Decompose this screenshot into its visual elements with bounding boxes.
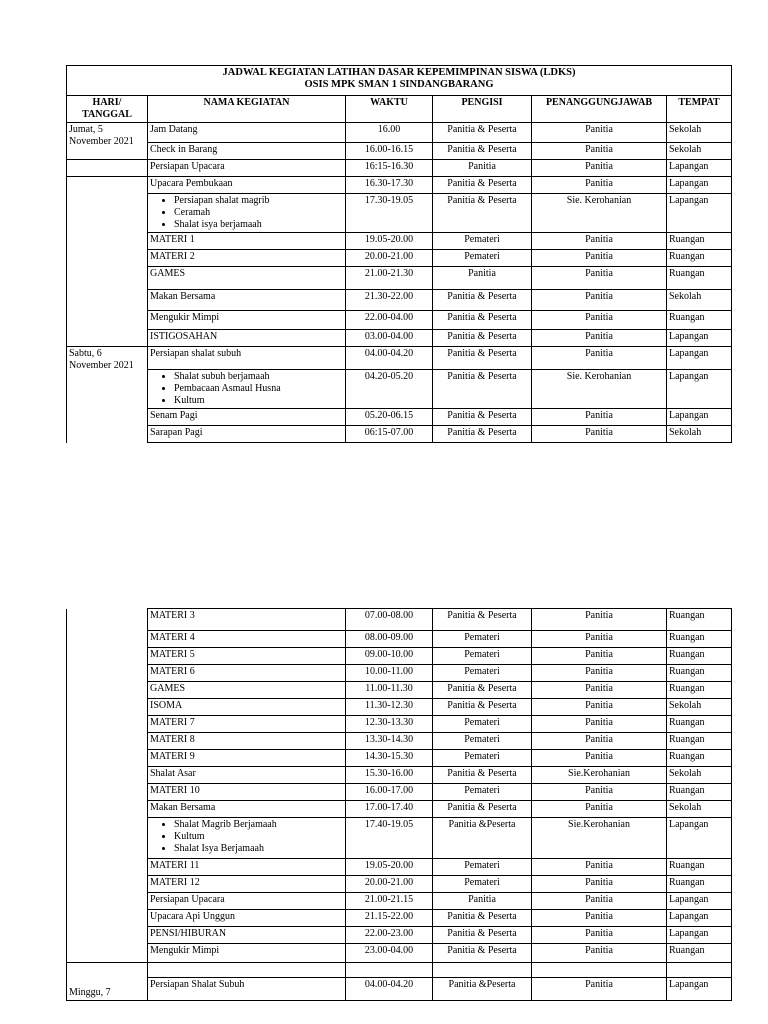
place-cell: Lapangan <box>667 927 732 944</box>
activity-cell: MATERI 1 <box>148 233 346 250</box>
pic-cell: Panitia <box>532 311 667 330</box>
table-row <box>67 143 732 160</box>
time-cell: 14.30-15.30 <box>346 750 433 767</box>
table-row <box>67 233 732 250</box>
schedule-table-page1 <box>66 65 732 443</box>
filler-cell: Panitia <box>433 160 532 177</box>
activity-list-item: • Shalat Magrib Berjamaah <box>174 819 343 831</box>
activity-list-item: • Shalat subuh berjamaah <box>174 371 343 383</box>
pic-cell: Panitia <box>532 859 667 876</box>
activity-cell: Persiapan shalat subuh <box>148 347 346 370</box>
filler-cell: Pemateri <box>433 631 532 648</box>
time-cell: 07.00-08.00 <box>346 609 433 631</box>
table-row <box>67 927 732 944</box>
place-cell: Ruangan <box>667 665 732 682</box>
table-row <box>67 409 732 426</box>
activity-list-item: • Ceramah <box>174 207 343 219</box>
activity-list-item: • Kultum <box>174 831 343 843</box>
table-row <box>67 859 732 876</box>
time-cell: 23.00-04.00 <box>346 944 433 963</box>
pic-cell: Sie.Kerohanian <box>532 818 667 859</box>
pic-cell: Panitia <box>532 893 667 910</box>
document-title: JADWAL KEGIATAN LATIHAN DASAR KEPEMIMPINAN SISWA (LDKS) <box>222 67 576 78</box>
filler-cell: Panitia & Peserta <box>433 944 532 963</box>
filler-cell: Panitia & Peserta <box>433 143 532 160</box>
pic-cell: Panitia <box>532 682 667 699</box>
activity-cell: Mengukir Mimpi <box>148 311 346 330</box>
filler-cell: Panitia &Peserta <box>433 818 532 859</box>
pic-cell: Panitia <box>532 267 667 290</box>
pic-cell: Panitia <box>532 648 667 665</box>
filler-cell: Pemateri <box>433 750 532 767</box>
activity-cell: MATERI 5 <box>148 648 346 665</box>
activity-cell <box>148 963 346 978</box>
table-row <box>67 665 732 682</box>
filler-cell: Panitia &Peserta <box>433 978 532 1001</box>
pic-cell: Panitia <box>532 409 667 426</box>
time-cell: 16:15-16.30 <box>346 160 433 177</box>
table-row <box>67 160 732 177</box>
pic-cell: Panitia <box>532 250 667 267</box>
place-cell: Lapangan <box>667 347 732 370</box>
activity-cell: MATERI 9 <box>148 750 346 767</box>
time-cell: 17.40-19.05 <box>346 818 433 859</box>
table-row <box>67 716 732 733</box>
header-day: HARI/ TANGGAL <box>67 96 148 123</box>
table-row <box>67 123 732 143</box>
filler-cell <box>433 963 532 978</box>
filler-cell: Pemateri <box>433 250 532 267</box>
header-place: TEMPAT <box>667 96 732 123</box>
activity-list <box>150 819 343 855</box>
table-row <box>67 818 732 859</box>
header-activity: NAMA KEGIATAN <box>148 96 346 123</box>
table-row <box>67 801 732 818</box>
header-pic: PENANGGUNGJAWAB <box>532 96 667 123</box>
day-cell: Sabtu, 6 November 2021 <box>67 347 148 443</box>
activity-cell: GAMES <box>148 267 346 290</box>
pic-cell: Panitia <box>532 143 667 160</box>
time-cell: 05.20-06.15 <box>346 409 433 426</box>
filler-cell: Panitia & Peserta <box>433 801 532 818</box>
filler-cell: Panitia & Peserta <box>433 123 532 143</box>
filler-cell: Panitia & Peserta <box>433 370 532 409</box>
document-subtitle: OSIS MPK SMAN 1 SINDANGBARANG <box>304 79 494 90</box>
activity-cell <box>148 818 346 859</box>
filler-cell: Panitia & Peserta <box>433 927 532 944</box>
activity-cell: Mengukir Mimpi <box>148 944 346 963</box>
place-cell: Ruangan <box>667 267 732 290</box>
table-row <box>67 733 732 750</box>
time-cell: 03.00-04.00 <box>346 330 433 347</box>
day-cell: Minggu, 7 <box>67 963 148 1001</box>
filler-cell: Pemateri <box>433 733 532 750</box>
activity-cell: Persiapan Upacara <box>148 160 346 177</box>
activity-cell: MATERI 4 <box>148 631 346 648</box>
activity-cell: Persiapan Upacara <box>148 893 346 910</box>
table-row <box>67 876 732 893</box>
time-cell: 04.20-05.20 <box>346 370 433 409</box>
table-row <box>67 267 732 290</box>
filler-cell: Pemateri <box>433 876 532 893</box>
filler-cell: Panitia & Peserta <box>433 311 532 330</box>
activity-cell: Persiapan Shalat Subuh <box>148 978 346 1001</box>
pic-cell: Panitia <box>532 716 667 733</box>
pic-cell: Sie.Kerohanian <box>532 767 667 784</box>
time-cell: 13.30-14.30 <box>346 733 433 750</box>
pic-cell: Panitia <box>532 978 667 1001</box>
time-cell: 22.00-23.00 <box>346 927 433 944</box>
table-row <box>67 750 732 767</box>
pic-cell: Panitia <box>532 631 667 648</box>
activity-cell: Upacara Pembukaan <box>148 177 346 194</box>
time-cell: 11.30-12.30 <box>346 699 433 716</box>
pic-cell: Panitia <box>532 177 667 194</box>
activity-cell: Upacara Api Unggun <box>148 910 346 927</box>
activity-cell: Jam Datang <box>148 123 346 143</box>
time-cell: 21.30-22.00 <box>346 290 433 311</box>
time-cell: 16.00-17.00 <box>346 784 433 801</box>
activity-cell: MATERI 6 <box>148 665 346 682</box>
place-cell: Ruangan <box>667 876 732 893</box>
activity-cell: PENSI/HIBURAN <box>148 927 346 944</box>
place-cell: Lapangan <box>667 818 732 859</box>
filler-cell: Pemateri <box>433 859 532 876</box>
filler-cell: Panitia & Peserta <box>433 347 532 370</box>
activity-list-item: • Pembacaan Asmaul Husna <box>174 383 343 395</box>
header-filler: PENGISI <box>433 96 532 123</box>
table-row <box>67 784 732 801</box>
activity-cell: MATERI 3 <box>148 609 346 631</box>
time-cell: 20.00-21.00 <box>346 876 433 893</box>
activity-cell <box>148 194 346 233</box>
place-cell: Lapangan <box>667 177 732 194</box>
time-cell: 16.00 <box>346 123 433 143</box>
filler-cell: Panitia & Peserta <box>433 426 532 443</box>
time-cell: 12.30-13.30 <box>346 716 433 733</box>
filler-cell: Pemateri <box>433 233 532 250</box>
pic-cell: Panitia <box>532 609 667 631</box>
place-cell: Ruangan <box>667 648 732 665</box>
activity-list <box>150 371 343 407</box>
pic-cell: Panitia <box>532 699 667 716</box>
place-cell: Ruangan <box>667 733 732 750</box>
time-cell: 21.15-22.00 <box>346 910 433 927</box>
pic-cell: Panitia <box>532 750 667 767</box>
pic-cell: Panitia <box>532 290 667 311</box>
pic-cell: Panitia <box>532 426 667 443</box>
place-cell: Ruangan <box>667 682 732 699</box>
place-cell: Ruangan <box>667 233 732 250</box>
time-cell: 15.30-16.00 <box>346 767 433 784</box>
activity-cell: MATERI 11 <box>148 859 346 876</box>
table-row <box>67 978 732 1001</box>
place-cell: Lapangan <box>667 194 732 233</box>
filler-cell: Panitia <box>433 893 532 910</box>
filler-cell: Panitia & Peserta <box>433 409 532 426</box>
place-cell: Lapangan <box>667 370 732 409</box>
filler-cell: Pemateri <box>433 784 532 801</box>
time-cell: 11.00-11.30 <box>346 682 433 699</box>
activity-list-item: • Persiapan shalat magrib <box>174 195 343 207</box>
place-cell: Lapangan <box>667 409 732 426</box>
activity-cell: Senam Pagi <box>148 409 346 426</box>
pic-cell <box>532 963 667 978</box>
header-row <box>67 96 732 123</box>
time-cell: 09.00-10.00 <box>346 648 433 665</box>
pic-cell: Panitia <box>532 123 667 143</box>
pic-cell: Sie. Kerohanian <box>532 370 667 409</box>
place-cell: Sekolah <box>667 699 732 716</box>
pic-cell: Panitia <box>532 927 667 944</box>
table-row <box>67 648 732 665</box>
place-cell: Ruangan <box>667 250 732 267</box>
place-cell: Lapangan <box>667 330 732 347</box>
table-row <box>67 250 732 267</box>
header-time: WAKTU <box>346 96 433 123</box>
table-row <box>67 682 732 699</box>
filler-cell: Panitia & Peserta <box>433 682 532 699</box>
time-cell: 20.00-21.00 <box>346 250 433 267</box>
pic-cell: Panitia <box>532 784 667 801</box>
pic-cell: Panitia <box>532 665 667 682</box>
table-row <box>67 631 732 648</box>
filler-cell: Pemateri <box>433 648 532 665</box>
time-cell: 22.00-04.00 <box>346 311 433 330</box>
filler-cell: Pemateri <box>433 716 532 733</box>
day-cell <box>67 177 148 347</box>
table-row <box>67 963 732 978</box>
table-row <box>67 370 732 409</box>
place-cell: Sekolah <box>667 123 732 143</box>
place-cell: Sekolah <box>667 290 732 311</box>
activity-cell: Shalat Asar <box>148 767 346 784</box>
place-cell: Ruangan <box>667 609 732 631</box>
activity-list <box>150 195 343 231</box>
activity-cell: GAMES <box>148 682 346 699</box>
activity-cell: ISTIGOSAHAN <box>148 330 346 347</box>
pic-cell: Sie. Kerohanian <box>532 194 667 233</box>
activity-cell <box>148 370 346 409</box>
place-cell: Ruangan <box>667 750 732 767</box>
filler-cell: Pemateri <box>433 665 532 682</box>
filler-cell: Panitia & Peserta <box>433 767 532 784</box>
pic-cell: Panitia <box>532 160 667 177</box>
filler-cell: Panitia & Peserta <box>433 194 532 233</box>
time-cell: 16.00-16.15 <box>346 143 433 160</box>
place-cell: Ruangan <box>667 859 732 876</box>
table-row <box>67 290 732 311</box>
filler-cell: Panitia & Peserta <box>433 330 532 347</box>
pic-cell: Panitia <box>532 330 667 347</box>
day-cell <box>67 160 148 177</box>
activity-list-item: • Shalat Isya Berjamaah <box>174 843 343 855</box>
activity-cell: MATERI 2 <box>148 250 346 267</box>
table-row <box>67 347 732 370</box>
filler-cell: Panitia & Peserta <box>433 177 532 194</box>
table-row <box>67 893 732 910</box>
time-cell: 16.30-17.30 <box>346 177 433 194</box>
time-cell: 21.00-21.30 <box>346 267 433 290</box>
time-cell: 17.00-17.40 <box>346 801 433 818</box>
time-cell <box>346 963 433 978</box>
place-cell: Ruangan <box>667 784 732 801</box>
time-cell: 04.00-04.20 <box>346 347 433 370</box>
place-cell: Ruangan <box>667 716 732 733</box>
filler-cell: Panitia <box>433 267 532 290</box>
pic-cell: Panitia <box>532 801 667 818</box>
place-cell: Ruangan <box>667 944 732 963</box>
time-cell: 17.30-19.05 <box>346 194 433 233</box>
pic-cell: Panitia <box>532 233 667 250</box>
pic-cell: Panitia <box>532 910 667 927</box>
time-cell: 19.05-20.00 <box>346 859 433 876</box>
activity-cell: Sarapan Pagi <box>148 426 346 443</box>
activity-list-item: • Kultum <box>174 395 343 407</box>
table-row <box>67 699 732 716</box>
time-cell: 21.00-21.15 <box>346 893 433 910</box>
table-row <box>67 330 732 347</box>
pic-cell: Panitia <box>532 944 667 963</box>
place-cell: Lapangan <box>667 978 732 1001</box>
day-cell: Jumat, 5 November 2021 <box>67 123 148 160</box>
table-row <box>67 311 732 330</box>
time-cell: 06:15-07.00 <box>346 426 433 443</box>
place-cell: Lapangan <box>667 910 732 927</box>
place-cell: Sekolah <box>667 143 732 160</box>
place-cell: Sekolah <box>667 426 732 443</box>
pic-cell: Panitia <box>532 876 667 893</box>
activity-cell: Makan Bersama <box>148 801 346 818</box>
title-row <box>67 66 732 96</box>
activity-cell: MATERI 12 <box>148 876 346 893</box>
filler-cell: Panitia & Peserta <box>433 910 532 927</box>
activity-cell: ISOMA <box>148 699 346 716</box>
place-cell: Ruangan <box>667 311 732 330</box>
filler-cell: Panitia & Peserta <box>433 699 532 716</box>
table-row <box>67 609 732 631</box>
day-cell <box>67 609 148 963</box>
time-cell: 19.05-20.00 <box>346 233 433 250</box>
place-cell: Lapangan <box>667 160 732 177</box>
time-cell: 10.00-11.00 <box>346 665 433 682</box>
filler-cell: Panitia & Peserta <box>433 290 532 311</box>
pic-cell: Panitia <box>532 733 667 750</box>
place-cell: Lapangan <box>667 893 732 910</box>
place-cell: Ruangan <box>667 631 732 648</box>
pic-cell: Panitia <box>532 347 667 370</box>
time-cell: 08.00-09.00 <box>346 631 433 648</box>
filler-cell: Panitia & Peserta <box>433 609 532 631</box>
table-row <box>67 177 732 194</box>
activity-cell: MATERI 10 <box>148 784 346 801</box>
activity-cell: MATERI 8 <box>148 733 346 750</box>
table-row <box>67 767 732 784</box>
place-cell: Sekolah <box>667 801 732 818</box>
activity-list-item: • Shalat isya berjamaah <box>174 219 343 231</box>
activity-cell: Check in Barang <box>148 143 346 160</box>
time-cell: 04.00-04.20 <box>346 978 433 1001</box>
table-row <box>67 426 732 443</box>
table-row <box>67 944 732 963</box>
table-row <box>67 910 732 927</box>
table-row <box>67 194 732 233</box>
activity-cell: Makan Bersama <box>148 290 346 311</box>
schedule-table-page2 <box>66 608 732 1001</box>
activity-cell: MATERI 7 <box>148 716 346 733</box>
place-cell: Sekolah <box>667 767 732 784</box>
place-cell <box>667 963 732 978</box>
